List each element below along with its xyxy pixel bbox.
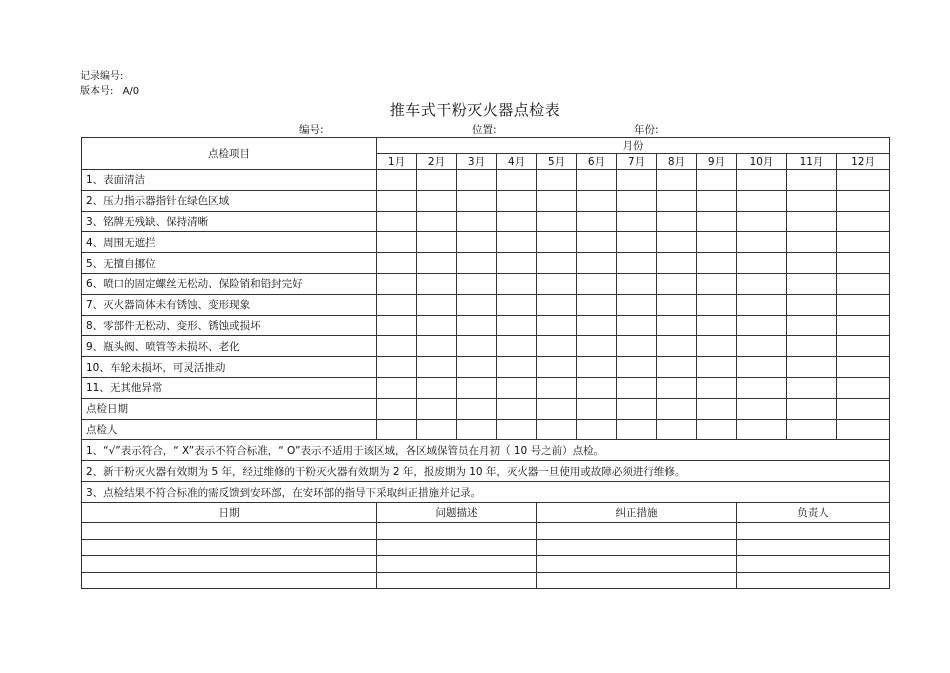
month-cell: 5月 [537, 154, 577, 170]
check-cell[interactable] [377, 377, 417, 398]
check-cell[interactable] [577, 336, 617, 357]
check-cell[interactable] [537, 419, 577, 440]
check-cell[interactable] [787, 357, 837, 378]
check-cell[interactable] [377, 315, 417, 336]
check-cell[interactable] [697, 253, 737, 274]
log-header-date: 日期 [82, 503, 377, 523]
check-cell[interactable] [457, 336, 497, 357]
log-problem-cell[interactable] [377, 523, 537, 540]
check-item: 4、周围无遮拦 [82, 232, 377, 253]
check-cell[interactable] [577, 273, 617, 294]
check-cell[interactable] [577, 190, 617, 211]
check-cell[interactable] [377, 232, 417, 253]
check-cell[interactable] [377, 336, 417, 357]
check-cell[interactable] [417, 357, 457, 378]
check-cell[interactable] [417, 232, 457, 253]
check-cell[interactable] [537, 377, 577, 398]
check-cell[interactable] [697, 170, 737, 191]
note-row: 1、“√”表示符合，“ X”表示不符合标准，“ O”表示不适用于该区域，各区域保管员在月初（ 10 号之前）点检。 [82, 440, 890, 461]
check-cell[interactable] [697, 232, 737, 253]
check-cell[interactable] [617, 377, 657, 398]
check-cell[interactable] [417, 294, 457, 315]
check-cell[interactable] [457, 253, 497, 274]
check-cell[interactable] [537, 273, 577, 294]
check-cell[interactable] [697, 211, 737, 232]
check-cell[interactable] [837, 253, 890, 274]
check-cell[interactable] [837, 170, 890, 191]
check-cell[interactable] [377, 273, 417, 294]
check-item: 10、车轮未损坏，可灵活推动 [82, 357, 377, 378]
month-header: 月份 [377, 138, 890, 154]
check-cell[interactable] [837, 232, 890, 253]
check-cell[interactable] [837, 273, 890, 294]
check-cell[interactable] [787, 232, 837, 253]
check-cell[interactable] [617, 170, 657, 191]
check-cell[interactable] [457, 273, 497, 294]
check-cell[interactable] [737, 377, 787, 398]
check-cell[interactable] [417, 273, 457, 294]
log-header-owner: 负责人 [737, 503, 890, 523]
check-cell[interactable] [617, 211, 657, 232]
month-cell: 1月 [377, 154, 417, 170]
check-cell[interactable] [737, 315, 787, 336]
check-cell[interactable] [457, 294, 497, 315]
log-action-cell[interactable] [537, 539, 737, 556]
month-cell: 9月 [697, 154, 737, 170]
check-cell[interactable] [657, 336, 697, 357]
log-owner-cell[interactable] [737, 556, 890, 573]
check-cell[interactable] [617, 336, 657, 357]
check-cell[interactable] [377, 170, 417, 191]
page-title: 推车式干粉灭火器点检表 [389, 101, 561, 119]
inspection-table [81, 137, 890, 589]
check-cell[interactable] [787, 190, 837, 211]
note-row: 2、新干粉灭火器有效期为 5 年，经过维修的干粉灭火器有效期为 2 年，报废期为 10 年，灭火器一旦使用或故障必须进行维修。 [82, 461, 890, 482]
version-value: A/0 [122, 86, 140, 97]
check-cell[interactable] [787, 398, 837, 419]
check-cell[interactable] [457, 377, 497, 398]
check-cell[interactable] [657, 253, 697, 274]
check-cell[interactable] [657, 211, 697, 232]
check-cell[interactable] [787, 211, 837, 232]
month-cell: 2月 [417, 154, 457, 170]
check-cell[interactable] [837, 357, 890, 378]
check-cell[interactable] [697, 419, 737, 440]
check-cell[interactable] [577, 253, 617, 274]
note-row: 3、点检结果不符合标准的需反馈到安环部，在安环部的指导下采取纠正措施并记录。 [82, 482, 890, 503]
log-owner-cell[interactable] [737, 523, 890, 540]
check-cell[interactable] [457, 357, 497, 378]
check-cell[interactable] [737, 273, 787, 294]
check-cell[interactable] [657, 357, 697, 378]
log-date-cell[interactable] [82, 539, 377, 556]
check-cell[interactable] [497, 336, 537, 357]
check-cell[interactable] [457, 419, 497, 440]
log-action-cell[interactable] [537, 523, 737, 540]
log-problem-cell[interactable] [377, 539, 537, 556]
check-item: 5、无擅自挪位 [82, 253, 377, 274]
check-cell[interactable] [787, 170, 837, 191]
check-cell[interactable] [837, 315, 890, 336]
check-cell[interactable] [377, 419, 417, 440]
month-cell: 11月 [787, 154, 837, 170]
check-cell[interactable] [657, 170, 697, 191]
version-line [80, 82, 139, 97]
check-cell[interactable] [457, 315, 497, 336]
check-item: 9、瓶头阀、喷管等未损坏、老化 [82, 336, 377, 357]
log-action-cell[interactable] [537, 572, 737, 589]
check-cell[interactable] [617, 315, 657, 336]
check-cell[interactable] [497, 419, 537, 440]
check-cell[interactable] [417, 211, 457, 232]
check-cell[interactable] [497, 273, 537, 294]
version-label: 版本号: [80, 86, 114, 97]
check-cell[interactable] [377, 294, 417, 315]
check-cell[interactable] [537, 190, 577, 211]
check-cell[interactable] [417, 336, 457, 357]
log-owner-cell[interactable] [737, 539, 890, 556]
check-cell[interactable] [617, 357, 657, 378]
check-cell[interactable] [537, 336, 577, 357]
check-cell[interactable] [497, 170, 537, 191]
check-cell[interactable] [657, 294, 697, 315]
check-cell[interactable] [617, 398, 657, 419]
log-date-cell[interactable] [82, 556, 377, 573]
check-cell[interactable] [577, 170, 617, 191]
check-cell[interactable] [537, 357, 577, 378]
check-cell[interactable] [577, 419, 617, 440]
month-cell: 3月 [457, 154, 497, 170]
check-item: 6、喷口的固定螺丝无松动、保险销和铅封完好 [82, 273, 377, 294]
check-item: 点检人 [82, 419, 377, 440]
check-cell[interactable] [417, 377, 457, 398]
check-cell[interactable] [657, 419, 697, 440]
check-cell[interactable] [417, 315, 457, 336]
check-cell[interactable] [577, 294, 617, 315]
check-cell[interactable] [617, 190, 657, 211]
month-cell: 4月 [497, 154, 537, 170]
check-cell[interactable] [787, 315, 837, 336]
check-cell[interactable] [457, 170, 497, 191]
check-cell[interactable] [657, 315, 697, 336]
check-cell[interactable] [617, 232, 657, 253]
check-cell[interactable] [617, 253, 657, 274]
log-date-cell[interactable] [82, 572, 377, 589]
check-cell[interactable] [497, 357, 537, 378]
check-cell[interactable] [737, 419, 787, 440]
check-cell[interactable] [737, 398, 787, 419]
check-item: 3、铭牌无残缺、保持清晰 [82, 211, 377, 232]
check-cell[interactable] [377, 253, 417, 274]
number-field-label: 编号: [299, 124, 324, 136]
check-cell[interactable] [537, 232, 577, 253]
check-cell[interactable] [377, 357, 417, 378]
check-cell[interactable] [537, 315, 577, 336]
check-cell[interactable] [787, 273, 837, 294]
log-header-action: 纠正措施 [537, 503, 737, 523]
check-cell[interactable] [377, 211, 417, 232]
month-cell: 6月 [577, 154, 617, 170]
check-cell[interactable] [787, 253, 837, 274]
log-action-cell[interactable] [537, 556, 737, 573]
check-cell[interactable] [537, 398, 577, 419]
check-cell[interactable] [837, 294, 890, 315]
check-cell[interactable] [787, 294, 837, 315]
log-problem-cell[interactable] [377, 556, 537, 573]
check-cell[interactable] [457, 398, 497, 419]
check-cell[interactable] [497, 190, 537, 211]
record-number-label: 记录编号: [80, 71, 124, 82]
position-field-label: 位置: [472, 124, 497, 136]
check-cell[interactable] [737, 336, 787, 357]
check-cell[interactable] [537, 294, 577, 315]
check-item: 11、无其他异常 [82, 377, 377, 398]
log-owner-cell[interactable] [737, 572, 890, 589]
check-cell[interactable] [457, 190, 497, 211]
check-cell[interactable] [737, 232, 787, 253]
check-cell[interactable] [697, 315, 737, 336]
check-cell[interactable] [657, 377, 697, 398]
check-cell[interactable] [787, 377, 837, 398]
check-item: 点检日期 [82, 398, 377, 419]
check-cell[interactable] [537, 170, 577, 191]
check-cell[interactable] [737, 211, 787, 232]
log-header-problem: 问题描述 [377, 503, 537, 523]
check-cell[interactable] [837, 419, 890, 440]
check-cell[interactable] [497, 232, 537, 253]
check-cell[interactable] [417, 398, 457, 419]
check-cell[interactable] [417, 190, 457, 211]
check-cell[interactable] [697, 336, 737, 357]
check-cell[interactable] [577, 357, 617, 378]
month-cell: 8月 [657, 154, 697, 170]
check-cell[interactable] [657, 273, 697, 294]
check-cell[interactable] [417, 419, 457, 440]
check-item: 8、零部件无松动、变形、锈蚀或损坏 [82, 315, 377, 336]
month-cell: 12月 [837, 154, 890, 170]
check-cell[interactable] [577, 211, 617, 232]
check-cell[interactable] [737, 253, 787, 274]
check-cell[interactable] [787, 419, 837, 440]
item-header: 点检项目 [82, 138, 377, 170]
check-cell[interactable] [787, 336, 837, 357]
check-cell[interactable] [737, 170, 787, 191]
check-cell[interactable] [577, 398, 617, 419]
check-cell[interactable] [497, 315, 537, 336]
check-item: 7、灭火器筒体未有锈蚀、变形现象 [82, 294, 377, 315]
check-cell[interactable] [657, 398, 697, 419]
check-cell[interactable] [697, 190, 737, 211]
check-item: 1、表面清洁 [82, 170, 377, 191]
year-field-label: 年份: [634, 124, 659, 136]
check-cell[interactable] [837, 398, 890, 419]
check-cell[interactable] [837, 336, 890, 357]
check-cell[interactable] [737, 190, 787, 211]
check-cell[interactable] [737, 294, 787, 315]
check-cell[interactable] [577, 315, 617, 336]
check-cell[interactable] [697, 398, 737, 419]
check-cell[interactable] [377, 190, 417, 211]
check-cell[interactable] [697, 294, 737, 315]
check-cell[interactable] [837, 377, 890, 398]
check-cell[interactable] [657, 232, 697, 253]
check-cell[interactable] [617, 294, 657, 315]
check-cell[interactable] [577, 377, 617, 398]
check-cell[interactable] [457, 211, 497, 232]
check-cell[interactable] [537, 253, 577, 274]
check-cell[interactable] [417, 170, 457, 191]
check-cell[interactable] [697, 377, 737, 398]
check-cell[interactable] [697, 357, 737, 378]
check-item: 2、压力指示器指针在绿色区域 [82, 190, 377, 211]
log-problem-cell[interactable] [377, 572, 537, 589]
check-cell[interactable] [617, 273, 657, 294]
check-cell[interactable] [497, 377, 537, 398]
check-cell[interactable] [497, 294, 537, 315]
check-cell[interactable] [497, 253, 537, 274]
month-cell: 7月 [617, 154, 657, 170]
check-cell[interactable] [377, 398, 417, 419]
check-cell[interactable] [837, 211, 890, 232]
check-cell[interactable] [737, 357, 787, 378]
check-cell[interactable] [537, 211, 577, 232]
month-cell: 10月 [737, 154, 787, 170]
check-cell[interactable] [577, 232, 617, 253]
check-cell[interactable] [697, 273, 737, 294]
log-date-cell[interactable] [82, 523, 377, 540]
check-cell[interactable] [497, 211, 537, 232]
check-cell[interactable] [617, 419, 657, 440]
check-cell[interactable] [497, 398, 537, 419]
check-cell[interactable] [837, 190, 890, 211]
check-cell[interactable] [457, 232, 497, 253]
check-cell[interactable] [417, 253, 457, 274]
check-cell[interactable] [657, 190, 697, 211]
